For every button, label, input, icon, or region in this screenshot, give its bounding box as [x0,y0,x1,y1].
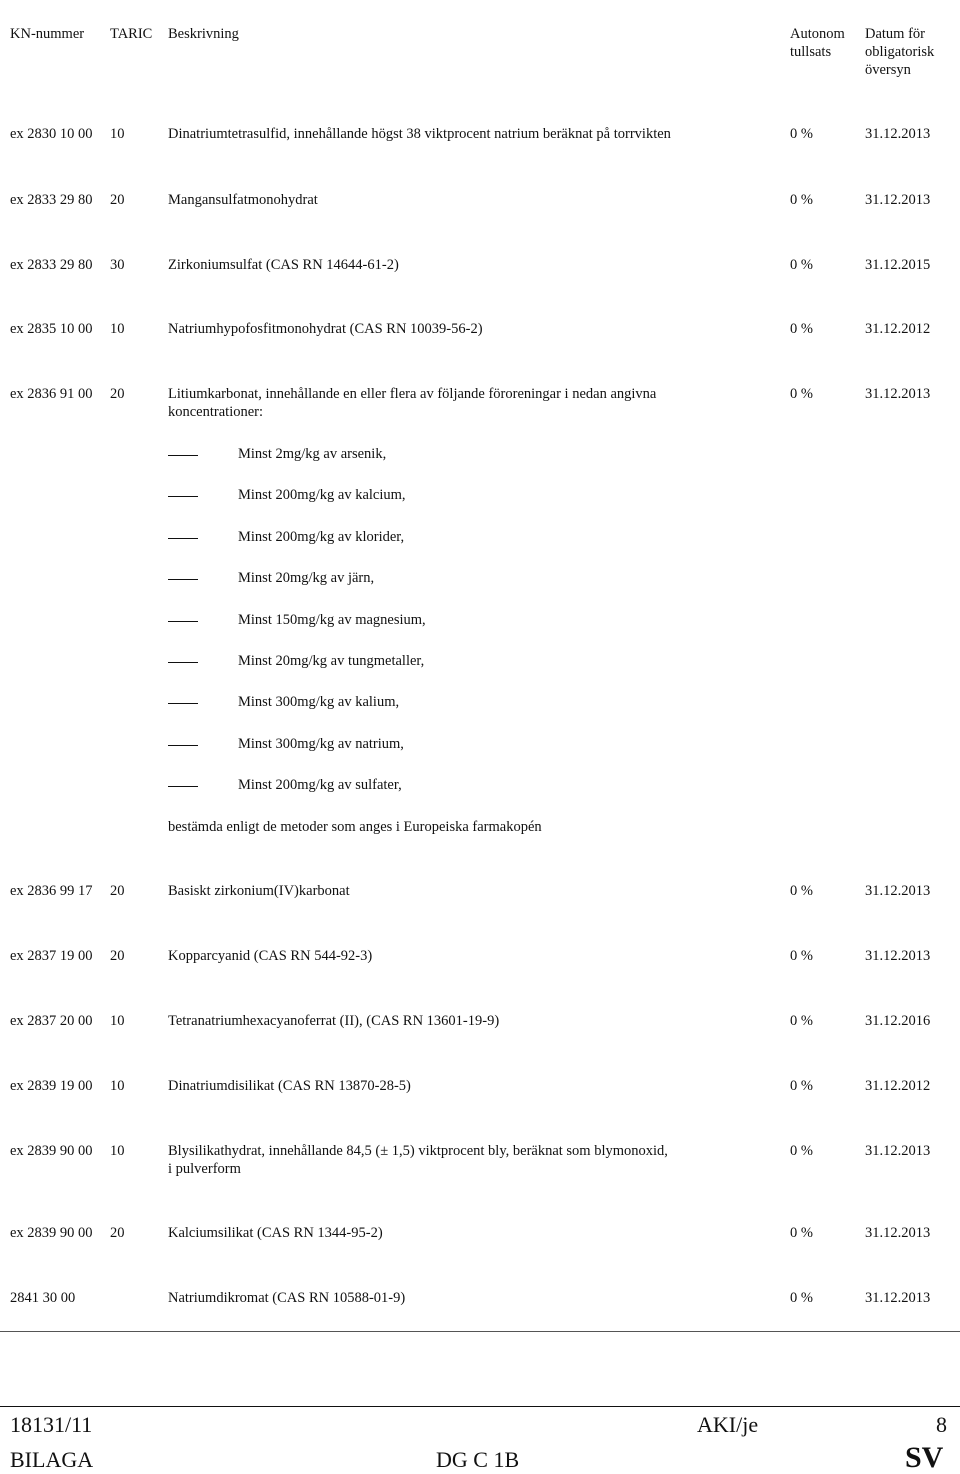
row-description-line2: i pulverform [168,1161,241,1177]
row-rate: 0 % [790,257,813,273]
header-rate-line: Autonom [790,26,845,42]
row-rate: 0 % [790,883,813,899]
row-date: 31.12.2013 [865,883,931,899]
impurity-text: Minst 300mg/kg av natrium, [238,736,404,752]
row-description: Natriumhypofosfitmonohydrat (CAS RN 10039-56-2) [168,321,483,337]
row-kn: ex 2836 91 00 [10,386,93,402]
row-description: Kalciumsilikat (CAS RN 1344-95-2) [168,1225,383,1241]
impurity-text: Minst 20mg/kg av tungmetaller, [238,653,425,669]
row-date: 31.12.2012 [865,1078,931,1094]
dash-bullet [168,579,198,580]
header-date-line: översyn [865,62,911,78]
header-rate [790,25,845,61]
row-kn: ex 2839 90 00 [10,1143,93,1159]
row-date: 31.12.2013 [865,192,931,208]
row-rate: 0 % [790,948,813,964]
header-date-line: Datum för [865,26,925,42]
row-date: 31.12.2012 [865,321,931,337]
row-taric: 10 [110,1013,125,1029]
row-description: Kopparcyanid (CAS RN 544-92-3) [168,948,373,964]
row-description: Basiskt zirkonium(IV)karbonat [168,883,350,899]
row-kn: 2841 30 00 [10,1290,76,1306]
footer-doc-number: 18131/11 [10,1412,93,1437]
row-kn: ex 2833 29 80 [10,257,93,273]
row-kn: ex 2836 99 17 [10,883,93,899]
row-date: 31.12.2013 [865,1290,931,1306]
row-rate: 0 % [790,126,813,142]
row-date: 31.12.2013 [865,1143,931,1159]
row-kn: ex 2830 10 00 [10,126,93,142]
row-rate: 0 % [790,386,813,402]
row-rate: 0 % [790,1290,813,1306]
table-bottom-rule [0,1331,960,1332]
dash-bullet [168,703,198,704]
row-rate: 0 % [790,1143,813,1159]
row-kn: ex 2837 19 00 [10,948,93,964]
header-date [865,25,934,79]
header-rate-line: tullsats [790,44,832,60]
row-description: Natriumdikromat (CAS RN 10588-01-9) [168,1290,406,1306]
row-taric: 10 [110,321,125,337]
impurity-text: Minst 150mg/kg av magnesium, [238,612,426,628]
row-taric: 20 [110,192,125,208]
row-taric: 10 [110,1078,125,1094]
impurity-text: Minst 200mg/kg av kalcium, [238,487,406,503]
row-description: Tetranatriumhexacyanoferrat (II), (CAS RN 13601-19-9) [168,1013,500,1029]
footer-dg: DG C 1B [436,1447,520,1472]
impurity-text: Minst 300mg/kg av kalium, [238,694,400,710]
row-taric: 30 [110,257,125,273]
dash-bullet [168,621,198,622]
row-kn: ex 2835 10 00 [10,321,93,337]
row-description: Blysilikathydrat, innehållande 84,5 (± 1,5) viktprocent bly, beräknat som blymonoxid, [168,1143,668,1159]
row-rate: 0 % [790,1078,813,1094]
row-rate: 0 % [790,1013,813,1029]
row-description-line2: koncentrationer: [168,404,264,420]
footer-annex: BILAGA [10,1447,94,1472]
footer-page-number: 8 [936,1412,947,1437]
dash-bullet [168,745,198,746]
row-date: 31.12.2013 [865,126,931,142]
dash-bullet [168,786,198,787]
row-description: Litiumkarbonat, innehållande en eller flera av följande föroreningar i nedan angivna [168,386,657,402]
dash-bullet [168,538,198,539]
footer-initials: AKI/je [697,1412,759,1437]
row-kn: ex 2833 29 80 [10,192,93,208]
row-date: 31.12.2013 [865,386,931,402]
row-kn: ex 2839 19 00 [10,1078,93,1094]
footer-language: SV [905,1441,944,1474]
header-taric: TARIC [110,26,153,42]
row-taric: 20 [110,883,125,899]
dash-bullet [168,455,198,456]
row-taric: 10 [110,1143,125,1159]
header-description: Beskrivning [168,26,239,42]
row-taric: 20 [110,1225,125,1241]
impurity-text: Minst 20mg/kg av järn, [238,570,375,586]
row-description: Dinatriumdisilikat (CAS RN 13870-28-5) [168,1078,411,1094]
row-date: 31.12.2015 [865,257,931,273]
row-date: 31.12.2013 [865,1225,931,1241]
row-rate: 0 % [790,192,813,208]
header-date-line: obligatorisk [865,44,935,60]
impurity-note: bestämda enligt de metoder som anges i Europeiska farmakopén [168,819,542,835]
row-description: Zirkoniumsulfat (CAS RN 14644-61-2) [168,257,399,273]
row-description: Dinatriumtetrasulfid, innehållande högst 38 viktprocent natrium beräknat på torrvikten [168,126,671,142]
row-date: 31.12.2016 [865,1013,931,1029]
row-taric: 10 [110,126,125,142]
row-taric: 20 [110,948,125,964]
footer-rule [0,1406,960,1407]
row-date: 31.12.2013 [865,948,931,964]
header-kn: KN-nummer [10,26,85,42]
dash-bullet [168,496,198,497]
row-description: Mangansulfatmonohydrat [168,192,318,208]
impurity-text: Minst 200mg/kg av sulfater, [238,777,402,793]
impurity-text: Minst 2mg/kg av arsenik, [238,446,387,462]
dash-bullet [168,662,198,663]
impurity-text: Minst 200mg/kg av klorider, [238,529,405,545]
row-rate: 0 % [790,1225,813,1241]
row-taric: 20 [110,386,125,402]
row-rate: 0 % [790,321,813,337]
row-kn: ex 2837 20 00 [10,1013,93,1029]
row-kn: ex 2839 90 00 [10,1225,93,1241]
